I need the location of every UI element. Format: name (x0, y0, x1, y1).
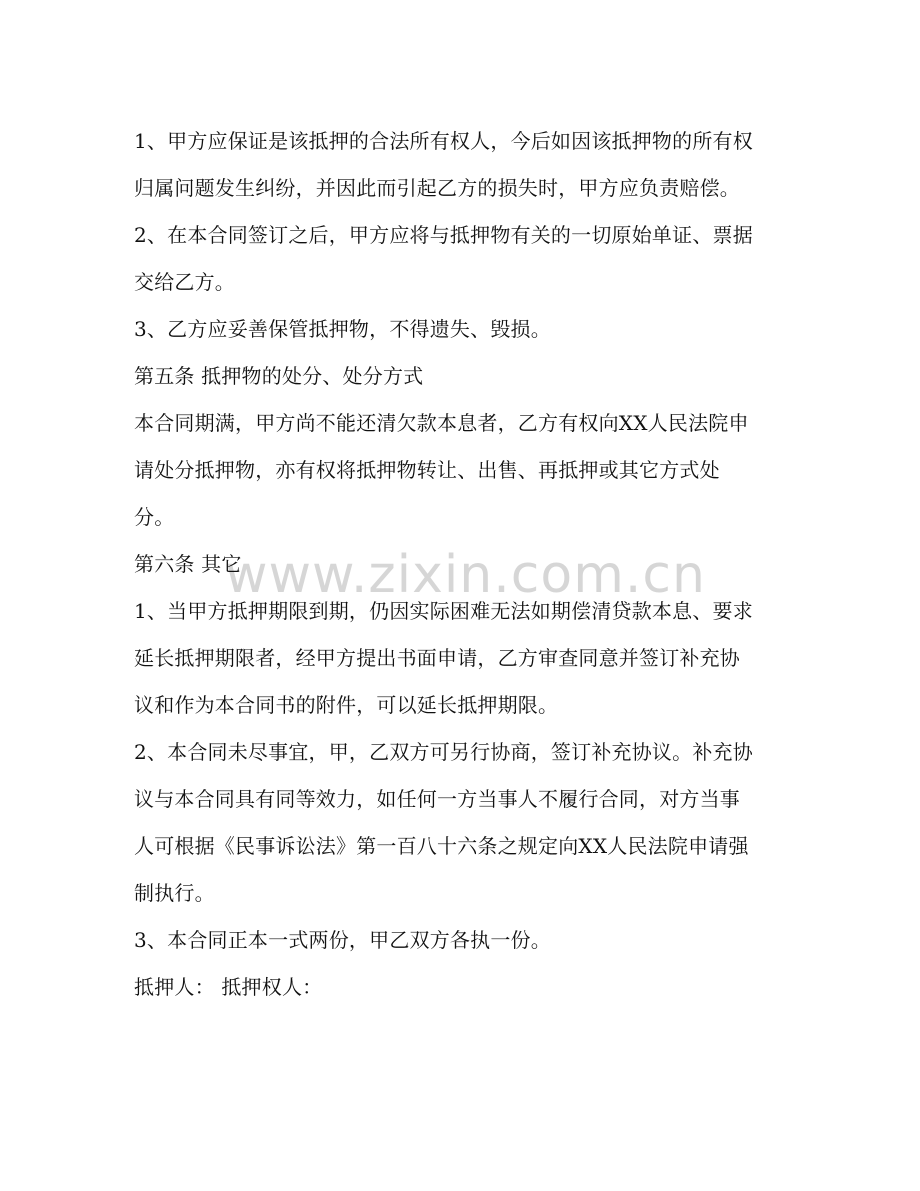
clause-6-1-line-2: 延长抵押期限者，经甲方提出书面申请，乙方审查同意并签订补充协 (134, 646, 740, 670)
clause-4-2-line-2: 交给乙方。 (134, 270, 235, 294)
article-5-heading: 第五条 抵押物的处分、处分方式 (134, 364, 424, 388)
article-6-heading: 第六条 其它 (134, 552, 242, 576)
article-5-line-2: 请处分抵押物，亦有权将抵押物转让、出售、再抵押或其它方式处 (134, 458, 720, 482)
clause-4-1-line-1: 1、甲方应保证是该抵押的合法所有权人，今后如因该抵押物的所有权 (134, 129, 753, 153)
clause-4-3-line-1: 3、乙方应妥善保管抵押物，不得遗失、毁损。 (134, 317, 551, 341)
clause-6-2-line-2: 议与本合同具有同等效力，如任何一方当事人不履行合同，对方当事 (134, 787, 740, 811)
watermark: www.zixin.com.cn (225, 545, 706, 605)
clause-6-1-line-3: 议和作为本合同书的附件，可以延长抵押期限。 (134, 693, 559, 717)
signature-line: 抵押人： 抵押权人： (134, 975, 323, 999)
article-5-line-1: 本合同期满，甲方尚不能还清欠款本息者，乙方有权向XX人民法院申 (134, 411, 749, 435)
clause-6-2-line-1: 2、本合同未尽事宜，甲，乙双方可另行协商，签订补充协议。补充协 (134, 740, 753, 764)
clause-6-1-line-1: 1、当甲方抵押期限到期，仍因实际困难无法如期偿清贷款本息、要求 (134, 599, 753, 623)
clause-6-2-line-3: 人可根据《民事诉讼法》第一百八十六条之规定向XX人民法院申请强 (134, 834, 749, 858)
article-5-line-3: 分。 (134, 505, 175, 529)
clause-4-1-line-2: 归属问题发生纠纷，并因此而引起乙方的损失时，甲方应负责赔偿。 (134, 176, 740, 200)
clause-6-2-line-4: 制执行。 (134, 881, 215, 905)
clause-4-2-line-1: 2、在本合同签订之后，甲方应将与抵押物有关的一切原始单证、票据 (134, 223, 753, 247)
clause-6-3-line-1: 3、本合同正本一式两份，甲乙双方各执一份。 (134, 928, 551, 952)
